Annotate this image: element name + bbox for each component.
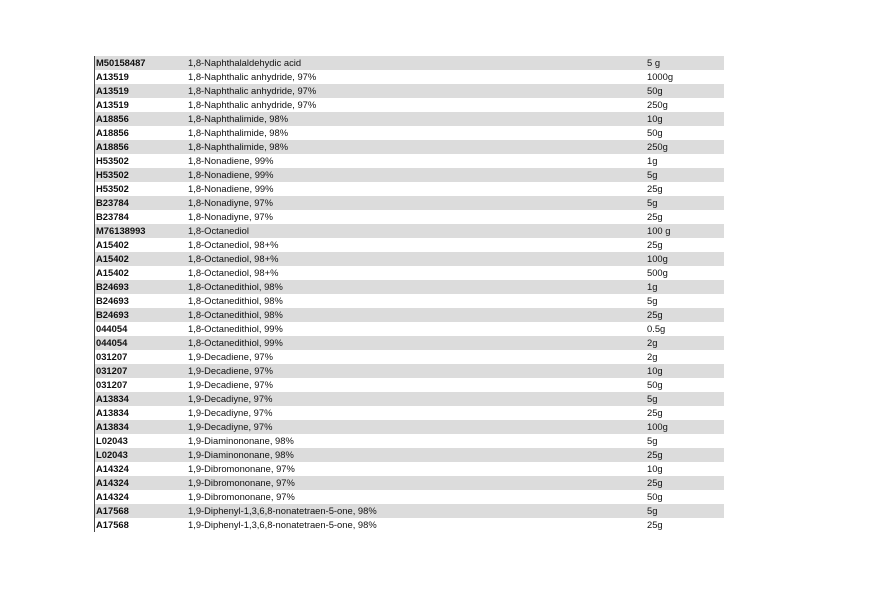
table-row [94, 504, 724, 518]
table-row [94, 420, 724, 434]
product-name: 1,8-Octanedithiol, 98% [188, 295, 283, 306]
product-name: 1,9-Dibromononane, 97% [188, 477, 295, 488]
quantity: 5g [647, 393, 658, 404]
quantity: 0.5g [647, 323, 666, 334]
table-row [94, 280, 724, 294]
quantity: 25g [647, 407, 663, 418]
product-code: A14324 [96, 491, 129, 502]
table-row [94, 364, 724, 378]
quantity: 5g [647, 435, 658, 446]
quantity: 50g [647, 379, 663, 390]
table-row [94, 266, 724, 280]
product-code: 044054 [96, 337, 128, 348]
quantity: 10g [647, 113, 663, 124]
table-row [94, 98, 724, 112]
table-row [94, 224, 724, 238]
table-row [94, 294, 724, 308]
quantity: 25g [647, 183, 663, 194]
product-code: B23784 [96, 197, 129, 208]
product-code: B24693 [96, 281, 129, 292]
product-name: 1,8-Nonadiyne, 97% [188, 197, 273, 208]
product-code: H53502 [96, 155, 129, 166]
quantity: 25g [647, 239, 663, 250]
quantity: 50g [647, 127, 663, 138]
product-name: 1,8-Octanediol [188, 225, 249, 236]
product-code: A13519 [96, 85, 129, 96]
product-name: 1,8-Nonadiene, 99% [188, 155, 274, 166]
quantity: 5g [647, 295, 658, 306]
product-code: A17568 [96, 505, 129, 516]
product-code: A13519 [96, 99, 129, 110]
quantity: 100 g [647, 225, 671, 236]
product-name: 1,9-Decadiyne, 97% [188, 407, 273, 418]
table-row [94, 336, 724, 350]
table-row [94, 168, 724, 182]
quantity: 250g [647, 141, 668, 152]
table-row [94, 350, 724, 364]
product-code: 031207 [96, 365, 128, 376]
quantity: 5g [647, 169, 658, 180]
table-row [94, 476, 724, 490]
quantity: 100g [647, 421, 668, 432]
quantity: 5 g [647, 57, 661, 68]
table-row [94, 448, 724, 462]
product-name: 1,8-Octanedithiol, 99% [188, 323, 283, 334]
table-row [94, 252, 724, 266]
quantity: 1g [647, 281, 658, 292]
product-name: 1,8-Naphthalic anhydride, 97% [188, 85, 317, 96]
product-name: 1,8-Octanediol, 98+% [188, 239, 279, 250]
table-row [94, 126, 724, 140]
product-name: 1,8-Octanedithiol, 98% [188, 309, 283, 320]
table-row [94, 392, 724, 406]
table-row [94, 322, 724, 336]
table-row [94, 238, 724, 252]
product-code: 044054 [96, 323, 128, 334]
table-row [94, 210, 724, 224]
product-code: A18856 [96, 113, 129, 124]
product-name: 1,8-Octanedithiol, 98% [188, 281, 283, 292]
product-code: B24693 [96, 295, 129, 306]
table-row [94, 154, 724, 168]
product-name: 1,8-Octanedithiol, 99% [188, 337, 283, 348]
table-row [94, 518, 724, 532]
quantity: 5g [647, 197, 658, 208]
product-code: A13834 [96, 407, 129, 418]
product-name: 1,9-Decadiene, 97% [188, 365, 273, 376]
product-code: M50158487 [96, 57, 146, 68]
table-row [94, 196, 724, 210]
quantity: 100g [647, 253, 668, 264]
quantity: 50g [647, 85, 663, 96]
product-name: 1,8-Naphthalaldehydic acid [188, 57, 302, 68]
product-name: 1,8-Naphthalimide, 98% [188, 127, 289, 138]
quantity: 2g [647, 351, 658, 362]
table-row [94, 462, 724, 476]
product-name: 1,9-Decadiene, 97% [188, 351, 273, 362]
quantity: 25g [647, 309, 663, 320]
product-name: 1,8-Naphthalic anhydride, 97% [188, 71, 317, 82]
quantity: 25g [647, 477, 663, 488]
product-code: 031207 [96, 351, 128, 362]
product-name: 1,8-Naphthalimide, 98% [188, 141, 289, 152]
product-name: 1,8-Nonadiene, 99% [188, 169, 274, 180]
product-code: A13519 [96, 71, 129, 82]
product-name: 1,9-Diphenyl-1,3,6,8-nonatetraen-5-one, 98% [188, 519, 377, 530]
product-code: H53502 [96, 169, 129, 180]
quantity: 50g [647, 491, 663, 502]
product-name: 1,8-Nonadiene, 99% [188, 183, 274, 194]
product-name: 1,9-Decadiyne, 97% [188, 393, 273, 404]
product-code: B24693 [96, 309, 129, 320]
product-code: A15402 [96, 239, 129, 250]
product-name: 1,8-Nonadiyne, 97% [188, 211, 273, 222]
quantity: 1000g [647, 71, 674, 82]
product-code: M76138993 [96, 225, 146, 236]
table-row [94, 490, 724, 504]
product-table [94, 56, 724, 532]
product-code: A14324 [96, 477, 129, 488]
product-code: A17568 [96, 519, 129, 530]
product-code: A13834 [96, 421, 129, 432]
quantity: 25g [647, 519, 663, 530]
product-name: 1,9-Dibromononane, 97% [188, 491, 295, 502]
quantity: 10g [647, 365, 663, 376]
quantity: 10g [647, 463, 663, 474]
quantity: 2g [647, 337, 658, 348]
product-name: 1,8-Naphthalic anhydride, 97% [188, 99, 317, 110]
product-name: 1,9-Diaminononane, 98% [188, 449, 294, 460]
product-code: A13834 [96, 393, 129, 404]
product-code: A15402 [96, 267, 129, 278]
product-code: A15402 [96, 253, 129, 264]
product-name: 1,8-Naphthalimide, 98% [188, 113, 289, 124]
quantity: 1g [647, 155, 658, 166]
table-row [94, 182, 724, 196]
table-row [94, 70, 724, 84]
product-code: L02043 [96, 449, 128, 460]
table-row [94, 112, 724, 126]
product-name: 1,9-Decadiene, 97% [188, 379, 273, 390]
product-name: 1,9-Diphenyl-1,3,6,8-nonatetraen-5-one, 98% [188, 505, 377, 516]
product-code: B23784 [96, 211, 129, 222]
table-row [94, 140, 724, 154]
quantity: 25g [647, 211, 663, 222]
product-code: 031207 [96, 379, 128, 390]
product-name: 1,9-Diaminononane, 98% [188, 435, 294, 446]
table-row [94, 56, 724, 70]
product-code: L02043 [96, 435, 128, 446]
quantity: 500g [647, 267, 668, 278]
table-row [94, 434, 724, 448]
product-code: A14324 [96, 463, 129, 474]
product-name: 1,8-Octanediol, 98+% [188, 267, 279, 278]
table-row [94, 378, 724, 392]
quantity: 25g [647, 449, 663, 460]
product-name: 1,8-Octanediol, 98+% [188, 253, 279, 264]
table-row [94, 84, 724, 98]
quantity: 5g [647, 505, 658, 516]
product-code: A18856 [96, 141, 129, 152]
quantity: 250g [647, 99, 668, 110]
product-name: 1,9-Dibromononane, 97% [188, 463, 295, 474]
table-row [94, 308, 724, 322]
product-code: A18856 [96, 127, 129, 138]
product-name: 1,9-Decadiyne, 97% [188, 421, 273, 432]
product-code: H53502 [96, 183, 129, 194]
table-row [94, 406, 724, 420]
